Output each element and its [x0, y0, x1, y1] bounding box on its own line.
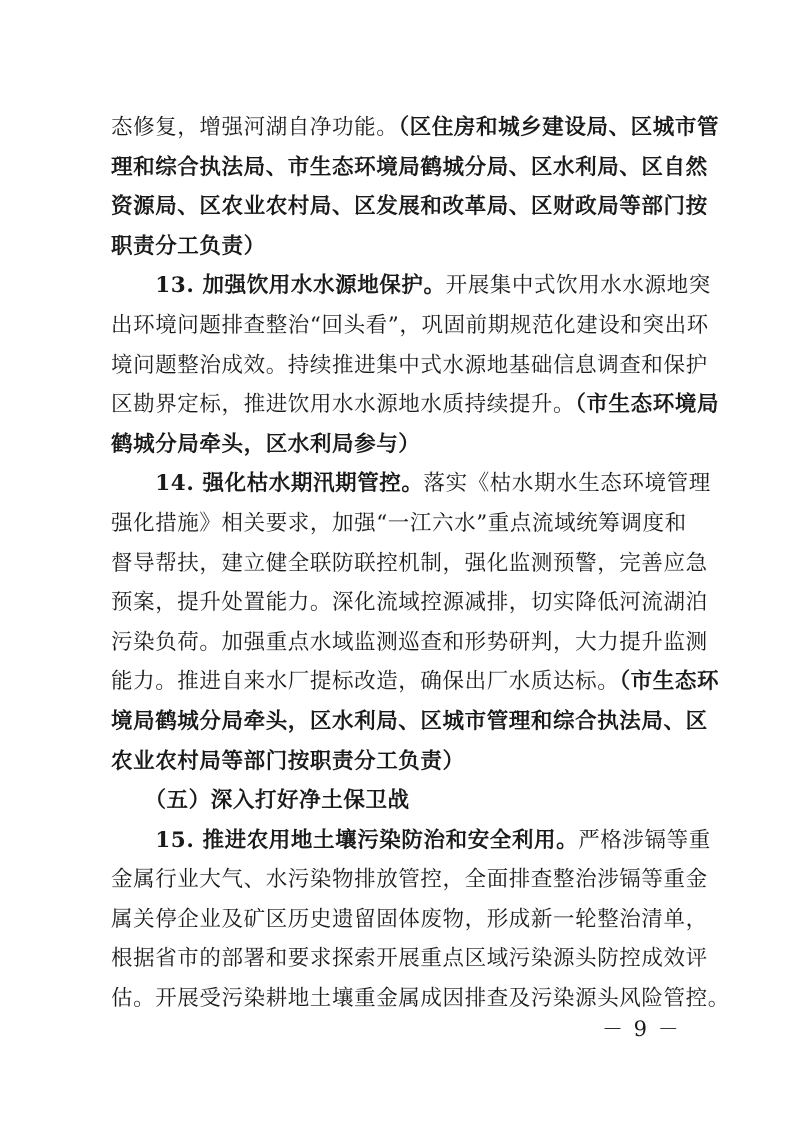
text-line	[111, 385, 720, 425]
text-segment: 强化措施》相关要求，加强“一江六水”重点流域统筹调度和	[111, 510, 687, 536]
text-segment: 能力。推进自来水厂提标改造，确保出厂水质达标。	[111, 669, 620, 695]
bold-text-segment: （市生态环	[619, 669, 720, 695]
text-line	[111, 742, 686, 782]
text-line	[111, 821, 711, 861]
text-line	[111, 900, 708, 940]
text-line	[111, 187, 708, 227]
text-segment: 属关停企业及矿区历史遗留固体废物，形成新一轮整治清单，	[111, 906, 708, 932]
page-number: － 9 －	[602, 1017, 681, 1041]
text-line	[111, 425, 686, 465]
text-line	[111, 979, 730, 1019]
text-line	[111, 860, 708, 900]
bold-text-segment: （区住房和城乡建设局、区城市管	[398, 115, 720, 140]
bold-text-segment: 境局鹤城分局牵头，区水利局、区城市管理和综合执法局、区	[111, 708, 708, 734]
text-line	[111, 662, 720, 702]
bold-text-segment: （五）深入打好净土保卫战	[111, 788, 410, 814]
text-segment: 区勘界定标，推进饮用水水源地水质持续提升。	[111, 392, 576, 418]
text-segment: 预案，提升处置能力。深化流域控源减排，切实降低河流湖泊	[111, 590, 708, 616]
bold-text-segment: 鹤城分局牵头，区水利局参与）	[111, 431, 421, 457]
text-segment: 态修复，增强河湖自净功能。	[111, 115, 399, 140]
text-line	[111, 266, 711, 306]
text-segment: 出环境问题排查整治“回头看”，巩固前期规范化建设和突出环	[111, 312, 709, 338]
text-segment: 开展集中式饮用水水源地突	[445, 273, 711, 299]
text-line	[111, 781, 686, 821]
text-segment: 金属行业大气、水污染物排放管控，全面排查整治涉镉等重金	[111, 867, 708, 893]
text-line	[111, 346, 708, 386]
text-segment: 督导帮扶，建立健全联防联控机制，强化监测预警，完善应急	[111, 550, 708, 576]
bold-text-segment: 职责分工负责）	[111, 233, 266, 259]
text-segment: 污染负荷。加强重点水域监测巡查和形势研判，大力提升监测	[111, 629, 708, 655]
text-segment: 落实《枯水期水生态环境管理	[423, 471, 711, 497]
bold-text-segment: 15. 推进农用地土壤污染防治和安全利用。	[111, 827, 579, 853]
text-line	[111, 148, 708, 188]
text-line	[111, 227, 686, 267]
text-segment: 境问题整治成效。持续推进集中式水源地基础信息调查和保护	[111, 352, 708, 378]
bold-text-segment: 资源局、区农业农村局、区发展和改革局、区财政局等部门按	[111, 194, 708, 220]
body-text	[111, 108, 730, 1019]
bold-text-segment: 14. 强化枯水期汛期管控。	[111, 471, 424, 497]
bold-text-segment: 理和综合执法局、市生态环境局鹤城分局、区水利局、区自然	[111, 154, 708, 180]
text-line	[111, 504, 686, 544]
text-line	[111, 306, 709, 346]
text-line	[111, 108, 720, 148]
text-line	[111, 583, 708, 623]
bold-text-segment: 农业农村局等部门按职责分工负责）	[111, 748, 465, 774]
bold-text-segment: （市生态环境局	[575, 392, 720, 418]
text-line	[111, 464, 711, 504]
text-segment: 严格涉镉等重	[578, 827, 711, 853]
text-segment: 估。开展受污染耕地土壤重金属成因排查及污染源头风险管控。	[111, 986, 730, 1012]
text-line	[111, 623, 708, 663]
text-line	[111, 939, 708, 979]
bold-text-segment: 13. 加强饮用水水源地保护。	[111, 273, 446, 299]
text-segment: 根据省市的部署和要求探索开展重点区域污染源头防控成效评	[111, 946, 708, 972]
text-line	[111, 702, 708, 742]
text-line	[111, 544, 708, 584]
